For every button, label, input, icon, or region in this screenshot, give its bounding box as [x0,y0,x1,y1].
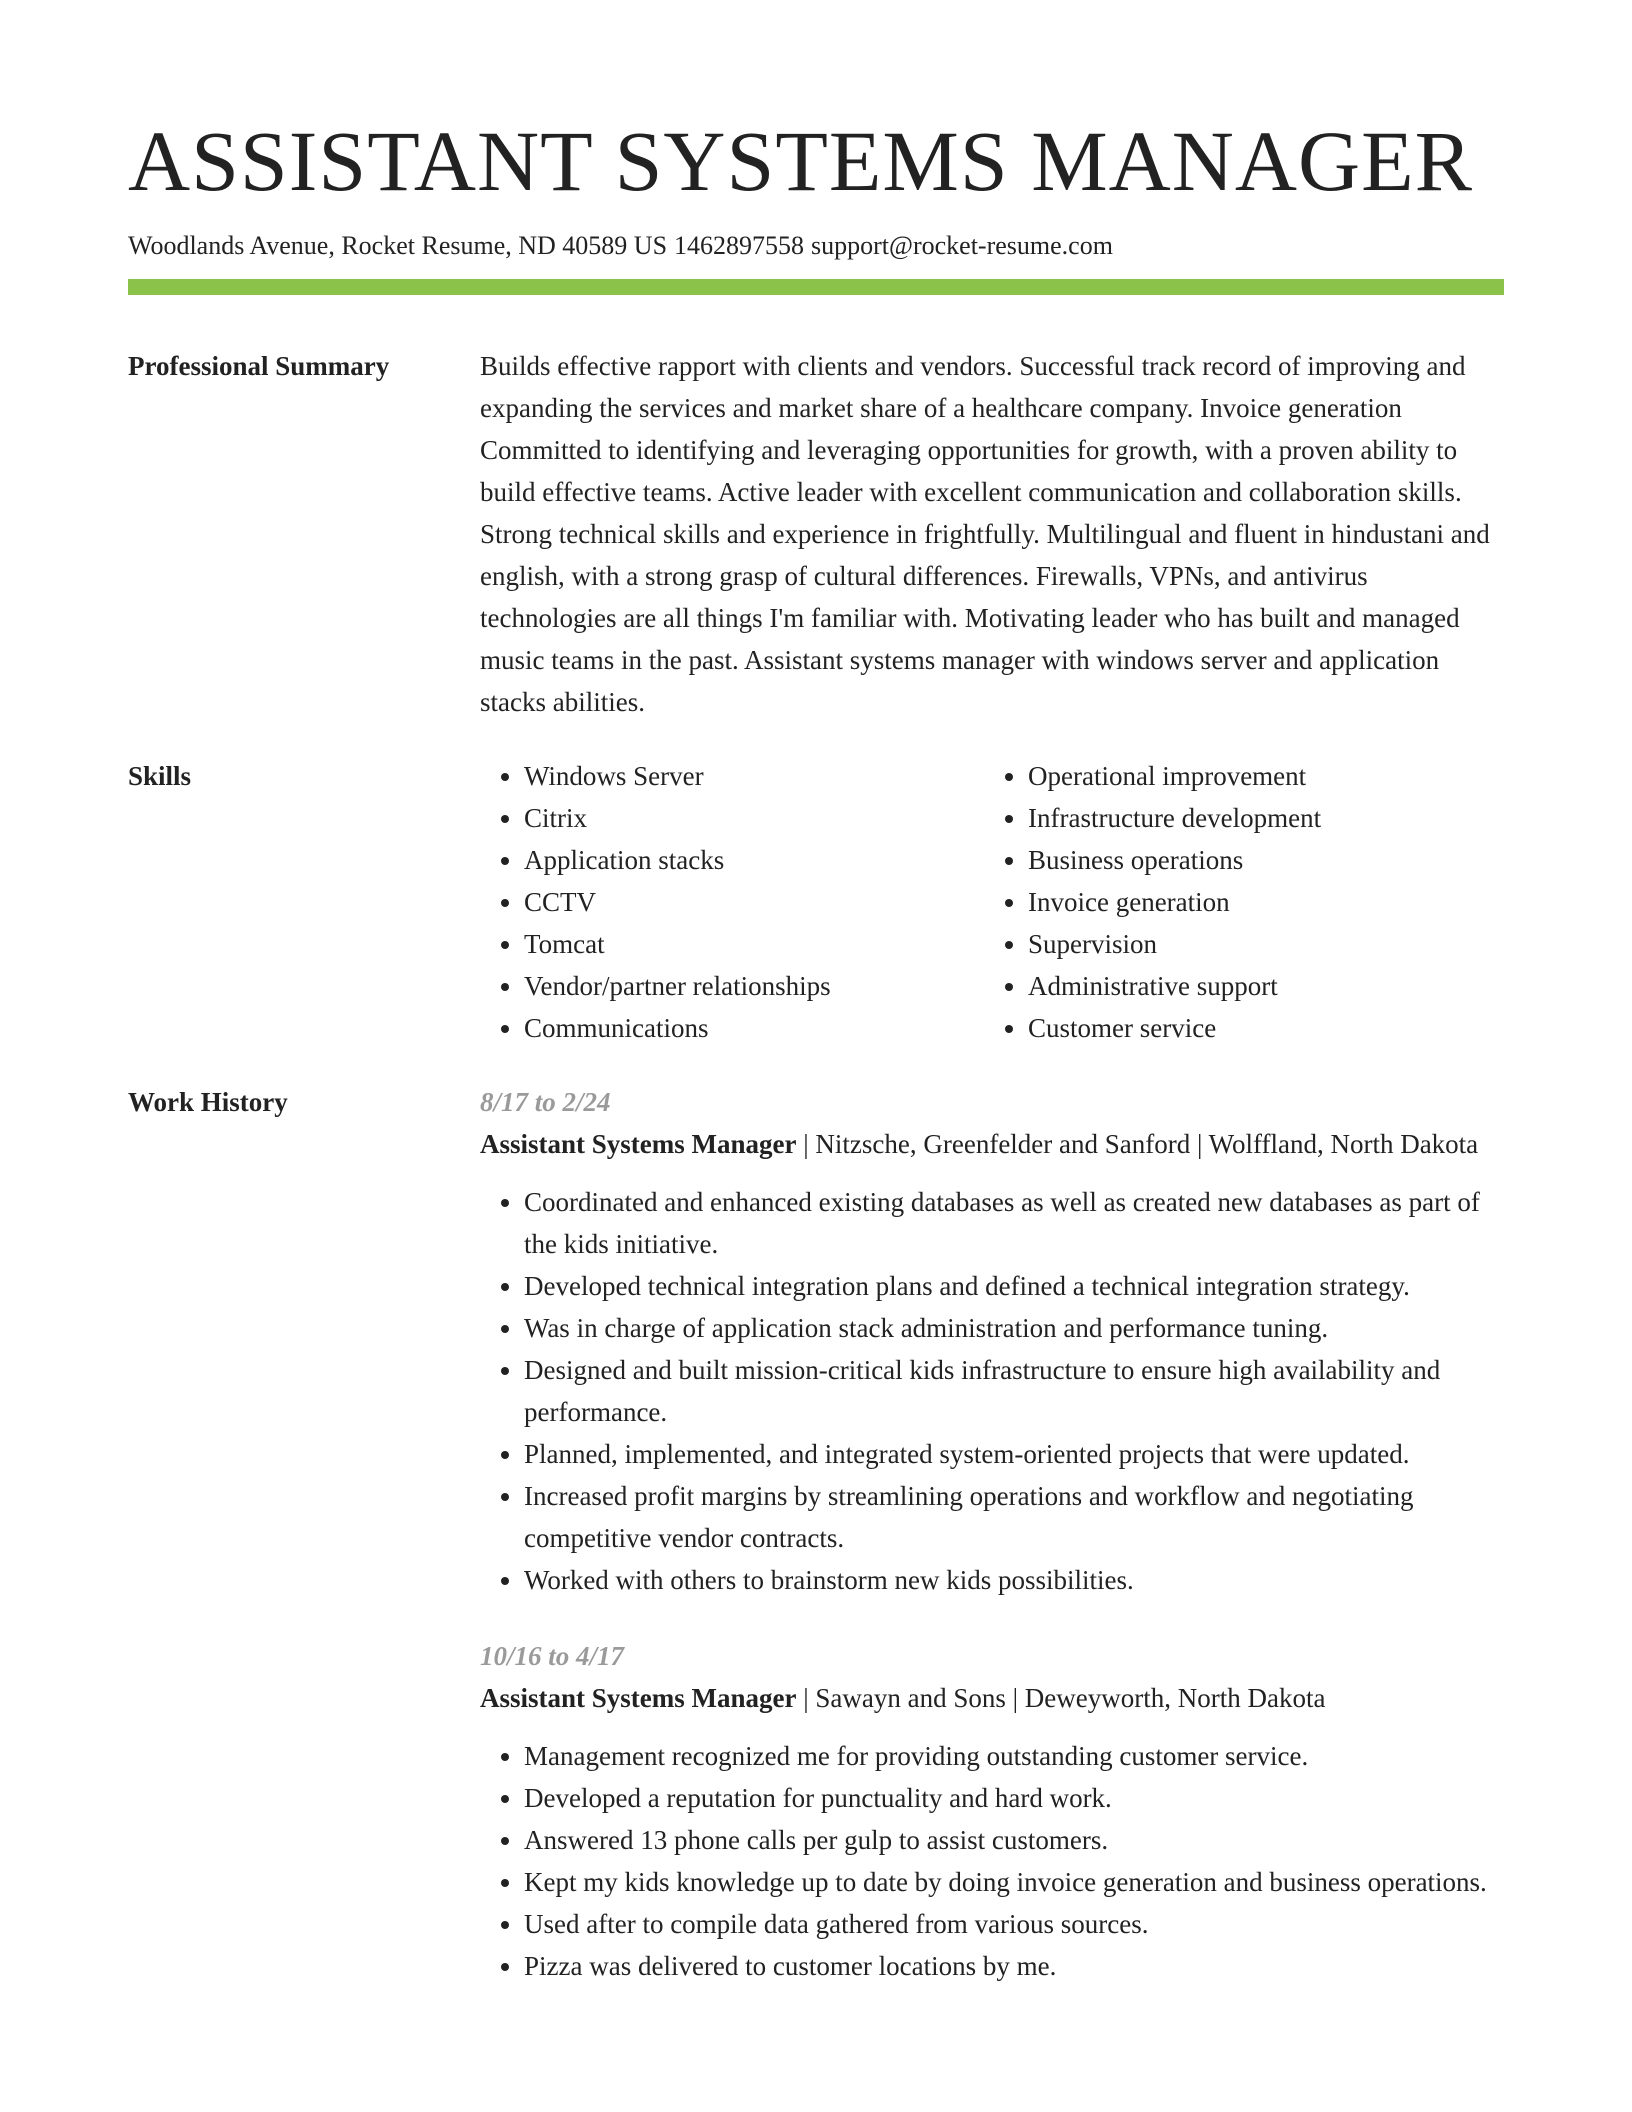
contact-line [128,230,1504,261]
job-bullets [480,1735,1504,1987]
skill-item: • Vendor/partner relationships [524,965,984,1007]
job-bullet: • Developed a reputation for punctuality and hard work. [524,1777,1504,1819]
contact-address: Woodlands Avenue, Rocket Resume, ND 40589 US [128,231,668,260]
job-entry [480,1635,1504,1987]
skills-column-right [984,755,1488,1049]
skill-item: • CCTV [524,881,984,923]
job-dates: 8/17 to 2/24 [480,1087,611,1118]
resume-name-title: ASSISTANT SYSTEMS MANAGER [128,113,1473,209]
summary-content [480,345,1504,723]
job-bullet: • Was in charge of application stack administration and performance tuning. [524,1307,1504,1349]
section-label-summary: Professional Summary [128,351,390,382]
job-dates: 10/16 to 4/17 [480,1641,625,1672]
summary-text: Builds effective rapport with clients and vendors. Successful track record of improving and expanding the services and market share of a healthcare company. Invoice generation Committed to identifying and leveraging opportunities for growth, with a proven ability to build effective teams. Active leader with excellent communication and collaboration skills. Strong technical skills and experience in frightfully. Multilingual and fluent in hindustani and english, with a strong grasp of cultural differences. Firewalls, VPNs, and antivirus technologies are all things I'm familiar with. Motivating leader who has built and managed music teams in the past. Assistant systems manager with windows server and application stacks abilities. [480,351,1490,718]
skill-item: • Customer service [1028,1007,1488,1049]
job-bullet: • Pizza was delivered to customer locations by me. [524,1945,1504,1987]
skill-item: • Business operations [1028,839,1488,881]
section-label-work: Work History [128,1087,288,1118]
job-heading [480,1677,1504,1719]
skill-item: • Administrative support [1028,965,1488,1007]
job-details: | Sawayn and Sons | Deweyworth, North Dakota [796,1683,1326,1714]
work-content [480,1081,1504,1987]
job-heading [480,1123,1504,1165]
skill-item: • Tomcat [524,923,984,965]
skills-column-left [480,755,984,1049]
contact-email: support@rocket-resume.com [811,231,1113,260]
work-history-section [128,1081,1504,1987]
skill-item: • Invoice generation [1028,881,1488,923]
job-title: Assistant Systems Manager [480,1129,797,1160]
job-bullets [480,1181,1504,1601]
job-bullet: • Kept my kids knowledge up to date by doing invoice generation and business operations. [524,1861,1504,1903]
job-bullet: • Coordinated and enhanced existing databases as well as created new databases as part of the kids initiative. [524,1181,1504,1265]
job-bullet: • Worked with others to brainstorm new kids possibilities. [524,1559,1504,1601]
contact-phone: 1462897558 [674,231,805,260]
skill-item: • Supervision [1028,923,1488,965]
skill-item: • Citrix [524,797,984,839]
job-bullet: • Used after to compile data gathered from various sources. [524,1903,1504,1945]
job-entry [480,1081,1504,1601]
job-details: | Nitzsche, Greenfelder and Sanford | Wolffland, North Dakota [796,1129,1479,1160]
job-bullet: • Answered 13 phone calls per gulp to assist customers. [524,1819,1504,1861]
section-label-skills: Skills [128,761,192,792]
skill-item: • Operational improvement [1028,755,1488,797]
skill-item: • Windows Server [524,755,984,797]
skill-item: • Infrastructure development [1028,797,1488,839]
job-bullet: • Designed and built mission-critical kids infrastructure to ensure high availability and performance. [524,1349,1504,1433]
job-bullet: • Developed technical integration plans and defined a technical integration strategy. [524,1265,1504,1307]
skill-item: • Application stacks [524,839,984,881]
professional-summary-section [128,345,1504,723]
skills-grid [480,755,1504,1049]
header-divider [128,279,1504,295]
skills-section [128,755,1504,1049]
skill-item: • Communications [524,1007,984,1049]
job-bullet: • Planned, implemented, and integrated system-oriented projects that were updated. [524,1433,1504,1475]
job-title: Assistant Systems Manager [480,1683,797,1714]
job-bullet: • Increased profit margins by streamlining operations and workflow and negotiating competitive vendor contracts. [524,1475,1504,1559]
job-bullet: • Management recognized me for providing outstanding customer service. [524,1735,1504,1777]
skills-content [480,755,1504,1049]
